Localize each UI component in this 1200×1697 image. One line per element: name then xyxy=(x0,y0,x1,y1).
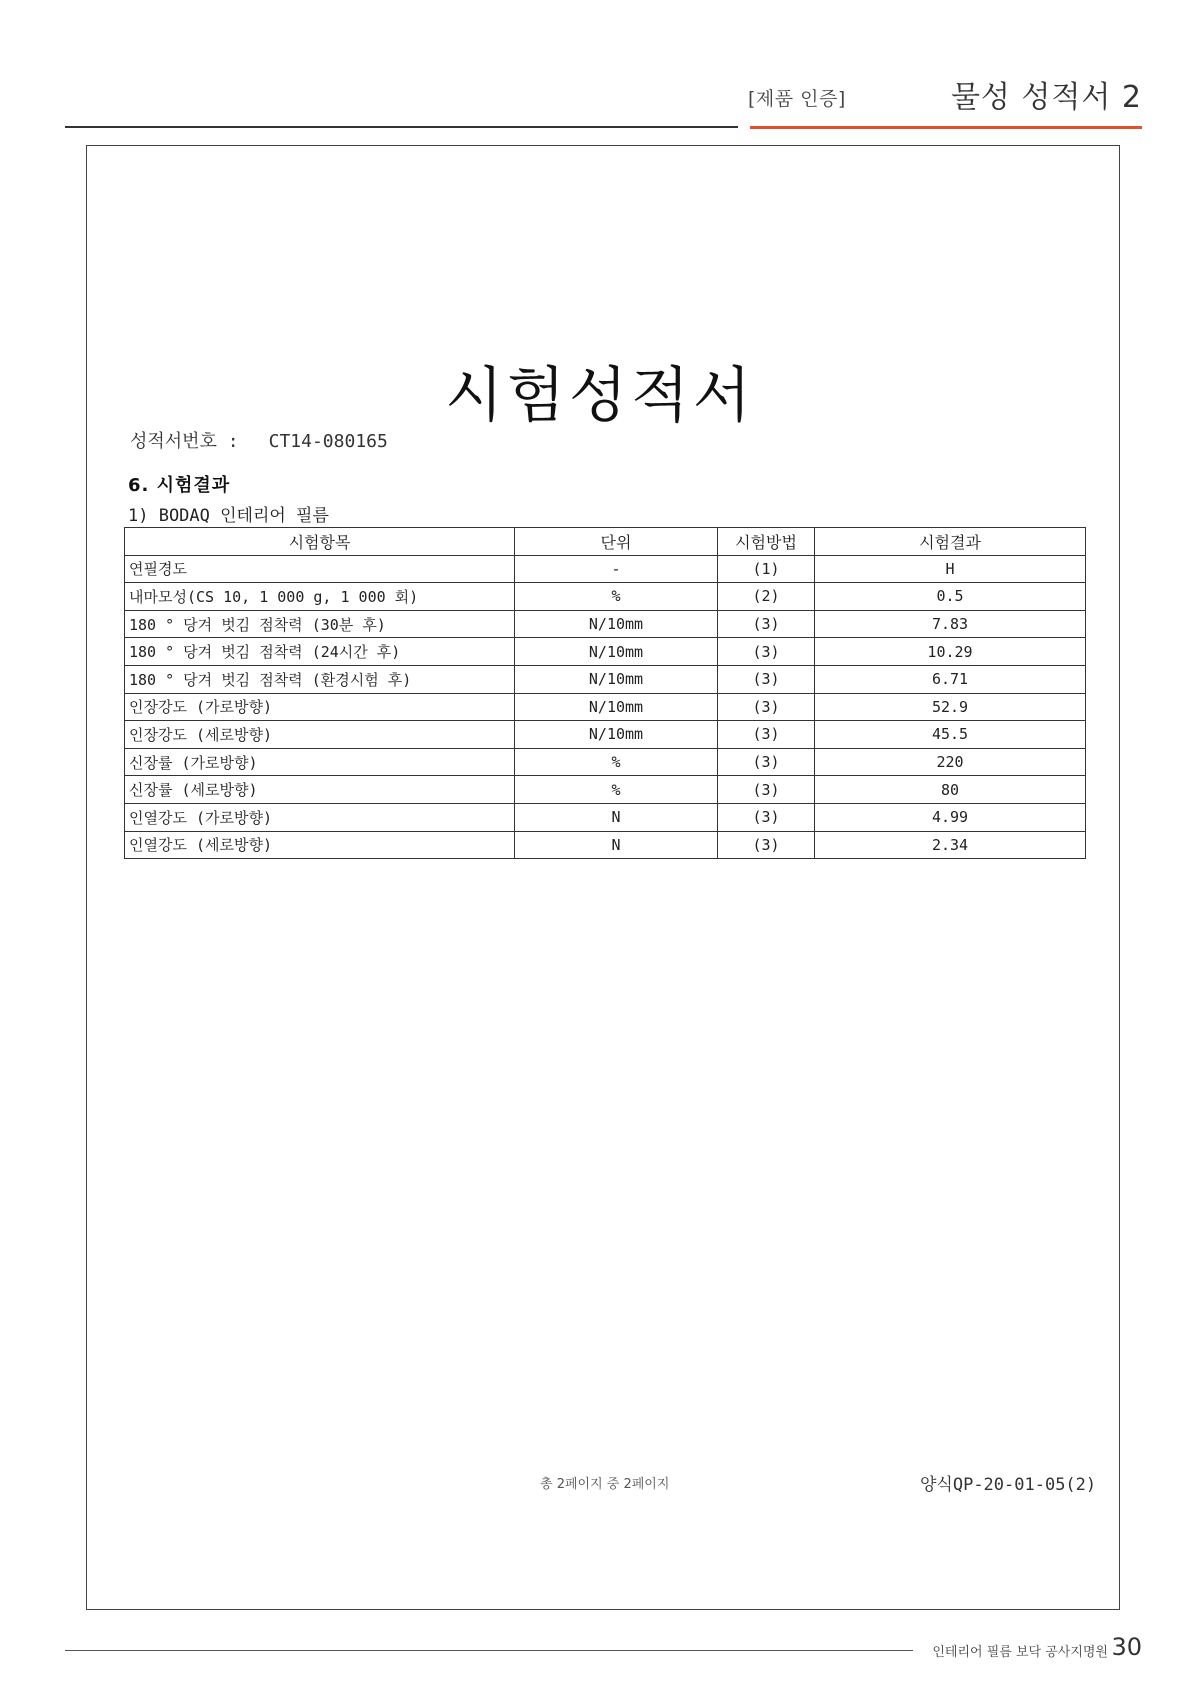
subsection-title: 1) BODAQ 인테리어 필름 xyxy=(128,506,329,526)
cell-test-item: 180 ° 당겨 벗김 점착력 (환경시험 후) xyxy=(125,665,515,693)
header-title: 물성 성적서 2 xyxy=(950,80,1142,115)
cell-test-result: 4.99 xyxy=(815,803,1086,831)
table-row xyxy=(125,638,1086,666)
cell-test-method: (3) xyxy=(718,803,815,831)
cell-test-result: 6.71 xyxy=(815,665,1086,693)
cell-test-item: 180 ° 당겨 벗김 점착력 (24시간 후) xyxy=(125,638,515,666)
cell-test-result: 45.5 xyxy=(815,721,1086,749)
page-count: 총 2페이지 중 2페이지 xyxy=(540,1477,670,1492)
form-number: 양식QP-20-01-05(2) xyxy=(920,1475,1097,1495)
cell-test-method: (3) xyxy=(718,776,815,804)
cell-test-item: 내마모성(CS 10, 1 000 g, 1 000 회) xyxy=(125,583,515,611)
table-row xyxy=(125,831,1086,859)
cell-test-item: 신장률 (세로방향) xyxy=(125,776,515,804)
cell-unit: N xyxy=(515,803,718,831)
header-category: [제품 인증] xyxy=(748,88,846,110)
table-row xyxy=(125,803,1086,831)
cell-unit: - xyxy=(515,555,718,583)
header-divider-accent xyxy=(750,126,1142,129)
cell-test-method: (3) xyxy=(718,610,815,638)
cell-unit: % xyxy=(515,748,718,776)
cell-unit: N/10mm xyxy=(515,638,718,666)
cell-test-method: (3) xyxy=(718,638,815,666)
cell-test-result: 80 xyxy=(815,776,1086,804)
cell-test-method: (3) xyxy=(718,721,815,749)
table-body xyxy=(125,555,1086,859)
table-row xyxy=(125,610,1086,638)
cell-test-result: H xyxy=(815,555,1086,583)
header-test-item: 시험항목 xyxy=(125,528,515,556)
cell-test-result: 52.9 xyxy=(815,693,1086,721)
cell-test-item: 180 ° 당겨 벗김 점착력 (30분 후) xyxy=(125,610,515,638)
cell-unit: N/10mm xyxy=(515,693,718,721)
table-row xyxy=(125,665,1086,693)
document-title: 시험성적서 xyxy=(445,361,755,431)
header-divider-left xyxy=(65,126,738,128)
cell-unit: N/10mm xyxy=(515,665,718,693)
header-unit: 단위 xyxy=(515,528,718,556)
cell-unit: % xyxy=(515,583,718,611)
cell-test-method: (3) xyxy=(718,665,815,693)
cell-unit: N/10mm xyxy=(515,721,718,749)
cell-test-item: 신장률 (가로방향) xyxy=(125,748,515,776)
cell-test-result: 0.5 xyxy=(815,583,1086,611)
table-row xyxy=(125,555,1086,583)
test-results-table xyxy=(124,527,1086,859)
report-number xyxy=(130,427,388,453)
cell-unit: % xyxy=(515,776,718,804)
cell-test-item: 인장강도 (가로방향) xyxy=(125,693,515,721)
cell-unit: N/10mm xyxy=(515,610,718,638)
footer-text: 인테리어 필름 보닥 공사지명원 xyxy=(932,1645,1108,1660)
table-row xyxy=(125,748,1086,776)
cell-test-method: (3) xyxy=(718,693,815,721)
section-title: 6. 시험결과 xyxy=(128,475,231,496)
cell-test-result: 7.83 xyxy=(815,610,1086,638)
report-number-label: 성적서번호 : xyxy=(130,431,239,452)
cell-test-result: 2.34 xyxy=(815,831,1086,859)
cell-test-result: 10.29 xyxy=(815,638,1086,666)
table-row xyxy=(125,693,1086,721)
cell-test-item: 인열강도 (세로방향) xyxy=(125,831,515,859)
cell-test-result: 220 xyxy=(815,748,1086,776)
table-row xyxy=(125,776,1086,804)
footer-page-number: 30 xyxy=(1111,1633,1142,1661)
header-test-result: 시험결과 xyxy=(815,528,1086,556)
cell-test-item: 인장강도 (세로방향) xyxy=(125,721,515,749)
footer-divider xyxy=(65,1650,913,1651)
header-test-method: 시험방법 xyxy=(718,528,815,556)
table-row xyxy=(125,721,1086,749)
report-number-value: CT14-080165 xyxy=(268,431,388,452)
cell-test-item: 연필경도 xyxy=(125,555,515,583)
cell-test-item: 인열강도 (가로방향) xyxy=(125,803,515,831)
cell-unit: N xyxy=(515,831,718,859)
cell-test-method: (2) xyxy=(718,583,815,611)
table-row xyxy=(125,583,1086,611)
table-header-row xyxy=(125,528,1086,556)
cell-test-method: (3) xyxy=(718,748,815,776)
cell-test-method: (3) xyxy=(718,831,815,859)
cell-test-method: (1) xyxy=(718,555,815,583)
